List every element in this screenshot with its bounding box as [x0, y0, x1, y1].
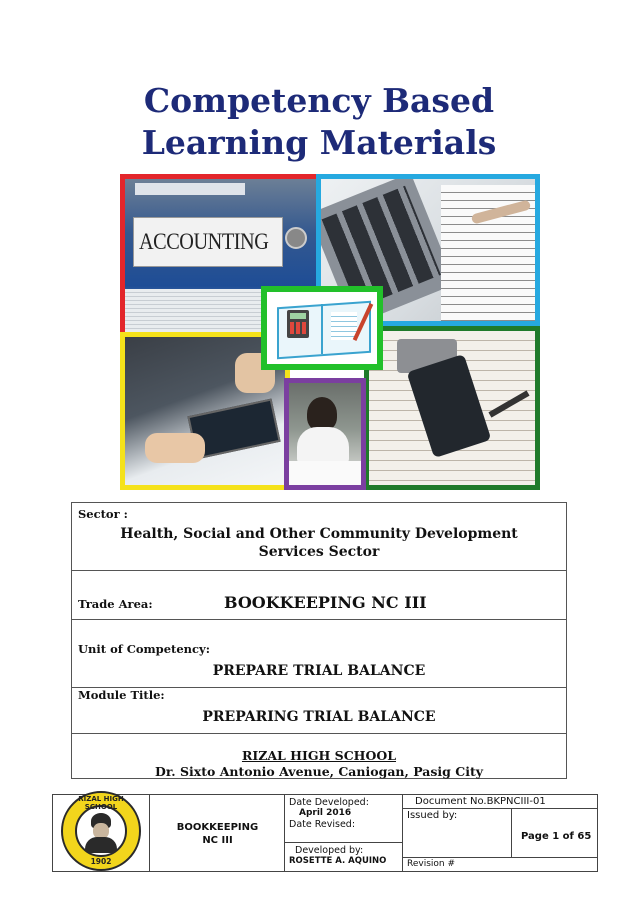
- unit-of-competency-label: Unit of Competency:: [78, 642, 210, 656]
- sector-label: Sector :: [78, 507, 128, 521]
- trade-area-row: [72, 570, 566, 619]
- date-developed-value: April 2016: [299, 808, 352, 818]
- document-footer-table: [52, 794, 598, 872]
- page-number: Page 1 of 65: [521, 831, 592, 842]
- seal-text-top: RIZAL HIGH SCHOOL: [78, 795, 124, 811]
- course-line-1: BOOKKEEPING: [176, 822, 259, 833]
- trade-area-value: BOOKKEEPING NC III: [224, 593, 427, 612]
- date-revised-label: Date Revised:: [289, 819, 356, 830]
- school-address: Dr. Sixto Antonio Avenue, Caniogan, Pasig City: [155, 764, 483, 779]
- accounting-label: ACCOUNTING: [139, 229, 269, 254]
- school-row: [72, 733, 566, 779]
- issued-by-label: Issued by:: [407, 810, 458, 821]
- sector-value-line-2: Services Sector: [258, 544, 380, 560]
- ledger-book-icon: [261, 286, 383, 370]
- course-cell: [149, 795, 284, 871]
- student-writing-photo: [284, 378, 366, 490]
- dates-cell: [284, 795, 402, 871]
- unit-of-competency-row: [72, 619, 566, 687]
- document-number: Document No.BKPNCIII-01: [415, 796, 546, 807]
- module-title-row: [72, 687, 566, 733]
- module-title-value: PREPARING TRIAL BALANCE: [202, 709, 436, 725]
- sector-value-line-1: Health, Social and Other Community Development: [120, 526, 518, 542]
- document-title: [0, 80, 638, 164]
- title-line-2: Learning Materials: [141, 123, 497, 162]
- module-info-table: [71, 502, 567, 779]
- developed-by-value: ROSETTE A. AQUINO: [289, 856, 387, 866]
- school-seal-logo: [61, 791, 141, 871]
- documents-calculator-photo: [364, 326, 540, 490]
- school-name: RIZAL HIGH SCHOOL: [241, 748, 397, 763]
- document-cell: [402, 795, 597, 871]
- revision-label: Revision #: [407, 859, 456, 869]
- unit-of-competency-value: PREPARE TRIAL BALANCE: [212, 663, 426, 679]
- module-title-label: Module Title:: [78, 688, 165, 702]
- developed-by-label: Developed by:: [295, 845, 364, 856]
- date-developed-label: Date Developed:: [289, 797, 369, 808]
- course-line-2: NC III: [202, 835, 233, 846]
- title-line-1: Competency Based: [143, 81, 495, 120]
- cover-collage: [120, 174, 540, 490]
- seal-year: 1902: [90, 857, 112, 866]
- trade-area-label: Trade Area:: [78, 597, 153, 611]
